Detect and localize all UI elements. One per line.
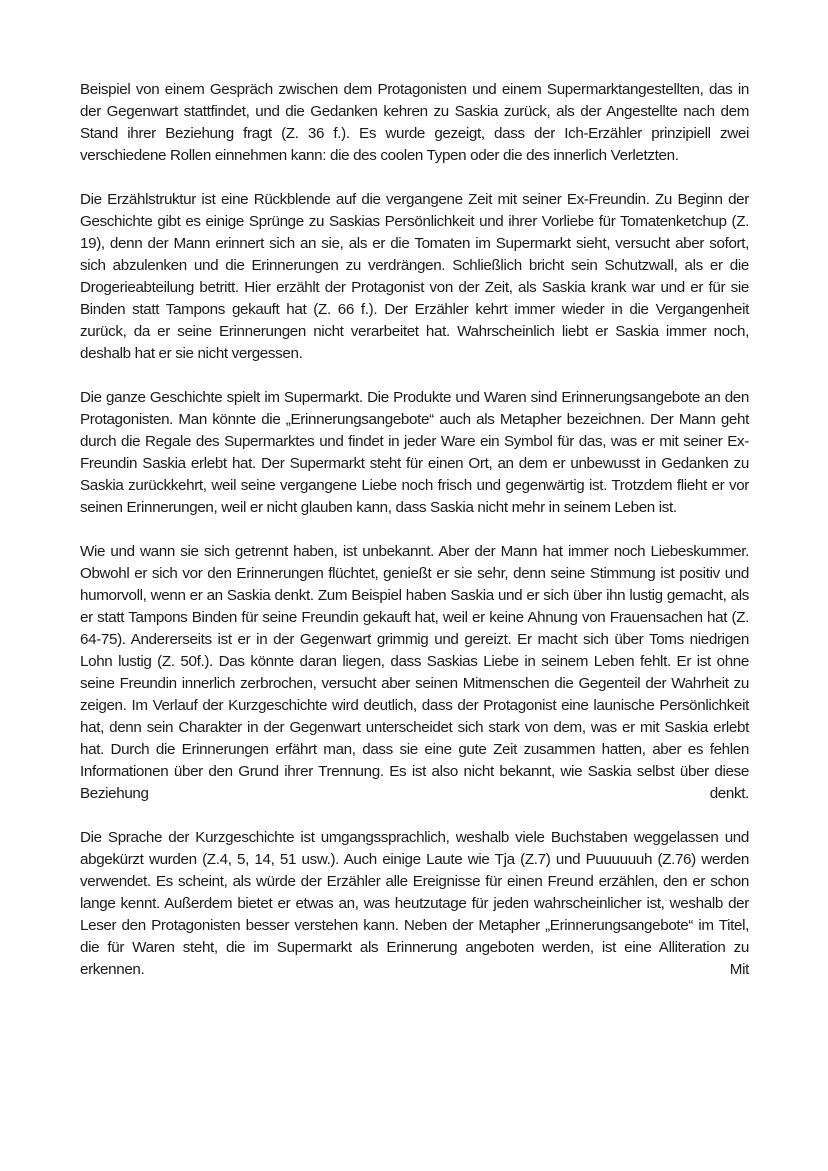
paragraph-2: Die Erzählstruktur ist eine Rückblende auf die vergangene Zeit mit seiner Ex-Freundin. Zu Beginn der Geschichte gibt es einige Sprünge zu Saskias Persönlichkeit und ihrer Vorliebe für Tomatenketchup (Z. 19), denn der Mann erinnert sich an sie, als er die Tomaten im Supermarkt sieht, versucht aber sofort, sich abzulenken und die Erinnerungen zu verdrängen. Schließlich bricht sein Schutzwall, als er die Drogerieabteilung betritt. Hier erzählt der Protagonist von der Zeit, als Saskia krank war und er für sie Binden statt Tampons gekauft hat (Z. 66 f.). Der Erzähler kehrt immer wieder in die Vergangenheit zurück, da er seine Erinnerungen nicht verarbeitet hat. Wahrscheinlich liebt er Saskia immer noch, deshalb hat er sie nicht vergessen. (80, 191, 749, 362)
paragraph-4: Wie und wann sie sich getrennt haben, ist unbekannt. Aber der Mann hat immer noch Liebeskummer. Obwohl er sich vor den Erinnerungen flüchtet, genießt er sie sehr, denn seine Stimmung ist positiv und humorvoll, wenn er an Saskia denkt. Zum Beispiel haben Saskia und er sich über ihn lustig gemacht, als er statt Tampons Binden für seine Freundin gekauft hat, weil er keine Ahnung von Frauensachen hat (Z. 64-75). Andererseits ist er in der Gegenwart grimmig und gereizt. Er macht sich über Toms niedrigen Lohn lustig (Z. 50f.). Das könnte daran liegen, dass Saskias Liebe in seinem Leben fehlt. Er ist ohne seine Freundin innerlich zerbrochen, versucht aber seinen Mitmenschen die Gegenteil der Wahrheit zu zeigen. Im Verlauf der Kurzgeschichte wird deutlich, dass der Protagonist eine launische Persönlichkeit hat, denn sein Charakter in der Gegenwart unterscheidet sich stark von dem, was er mit Saskia erlebt hat. Durch die Erinnerungen erfährt man, dass sie eine gute Zeit zusammen hatten, aber es fehlen Informationen über den Grund ihrer Trennung. Es ist also nicht bekannt, wie Saskia selbst über diese Beziehung denkt. (80, 543, 749, 802)
paragraph-1: Beispiel von einem Gespräch zwischen dem Protagonisten und einem Supermarktangestellten, das in der Gegenwart stattfindet, und die Gedanken kehren zu Saskia zurück, als der Angestellte nach dem Stand ihrer Beziehung fragt (Z. 36 f.). Es wurde gezeigt, dass der Ich-Erzähler prinzipiell zwei verschiedene Rollen einnehmen kann: die des coolen Typen oder die des innerlich Verletzten. (80, 81, 749, 164)
paragraph-3: Die ganze Geschichte spielt im Supermarkt. Die Produkte und Waren sind Erinnerungsangebote an den Protagonisten. Man könnte die „Erinnerungsangebote“ auch als Metapher bezeichnen. Der Mann geht durch die Regale des Supermarktes und findet in jeder Ware ein Symbol für das, was er mit seiner Ex-Freundin Saskia erlebt hat. Der Supermarkt steht für einen Ort, an dem er unbewusst in Gedanken zu Saskia zurückkehrt, weil seine vergangene Liebe noch frisch und gegenwärtig ist. Trotzdem flieht er vor seinen Erinnerungen, weil er nicht glauben kann, dass Saskia nicht mehr in seinem Leben ist. (80, 389, 749, 516)
paragraph-5: Die Sprache der Kurzgeschichte ist umgangssprachlich, weshalb viele Buchstaben weggelassen und abgekürzt wurden (Z.4, 5, 14, 51 usw.). Auch einige Laute wie Tja (Z.7) und Puuuuuuh (Z.76) werden verwendet. Es scheint, als würde der Erzähler alle Ereignisse für einen Freund erzählen, den er schon lange kennt. Außerdem bietet er etwas an, was heutzutage für jeden wahrscheinlicher ist, weshalb der Leser den Protagonisten besser verstehen kann. Neben der Metapher „Erinnerungsangebote“ im Titel, die für Waren steht, die im Supermarkt als Erinnerung angeboten werden, ist eine Alliteration zu erkennen. Mit (80, 829, 749, 978)
document-page (80, 79, 749, 1003)
